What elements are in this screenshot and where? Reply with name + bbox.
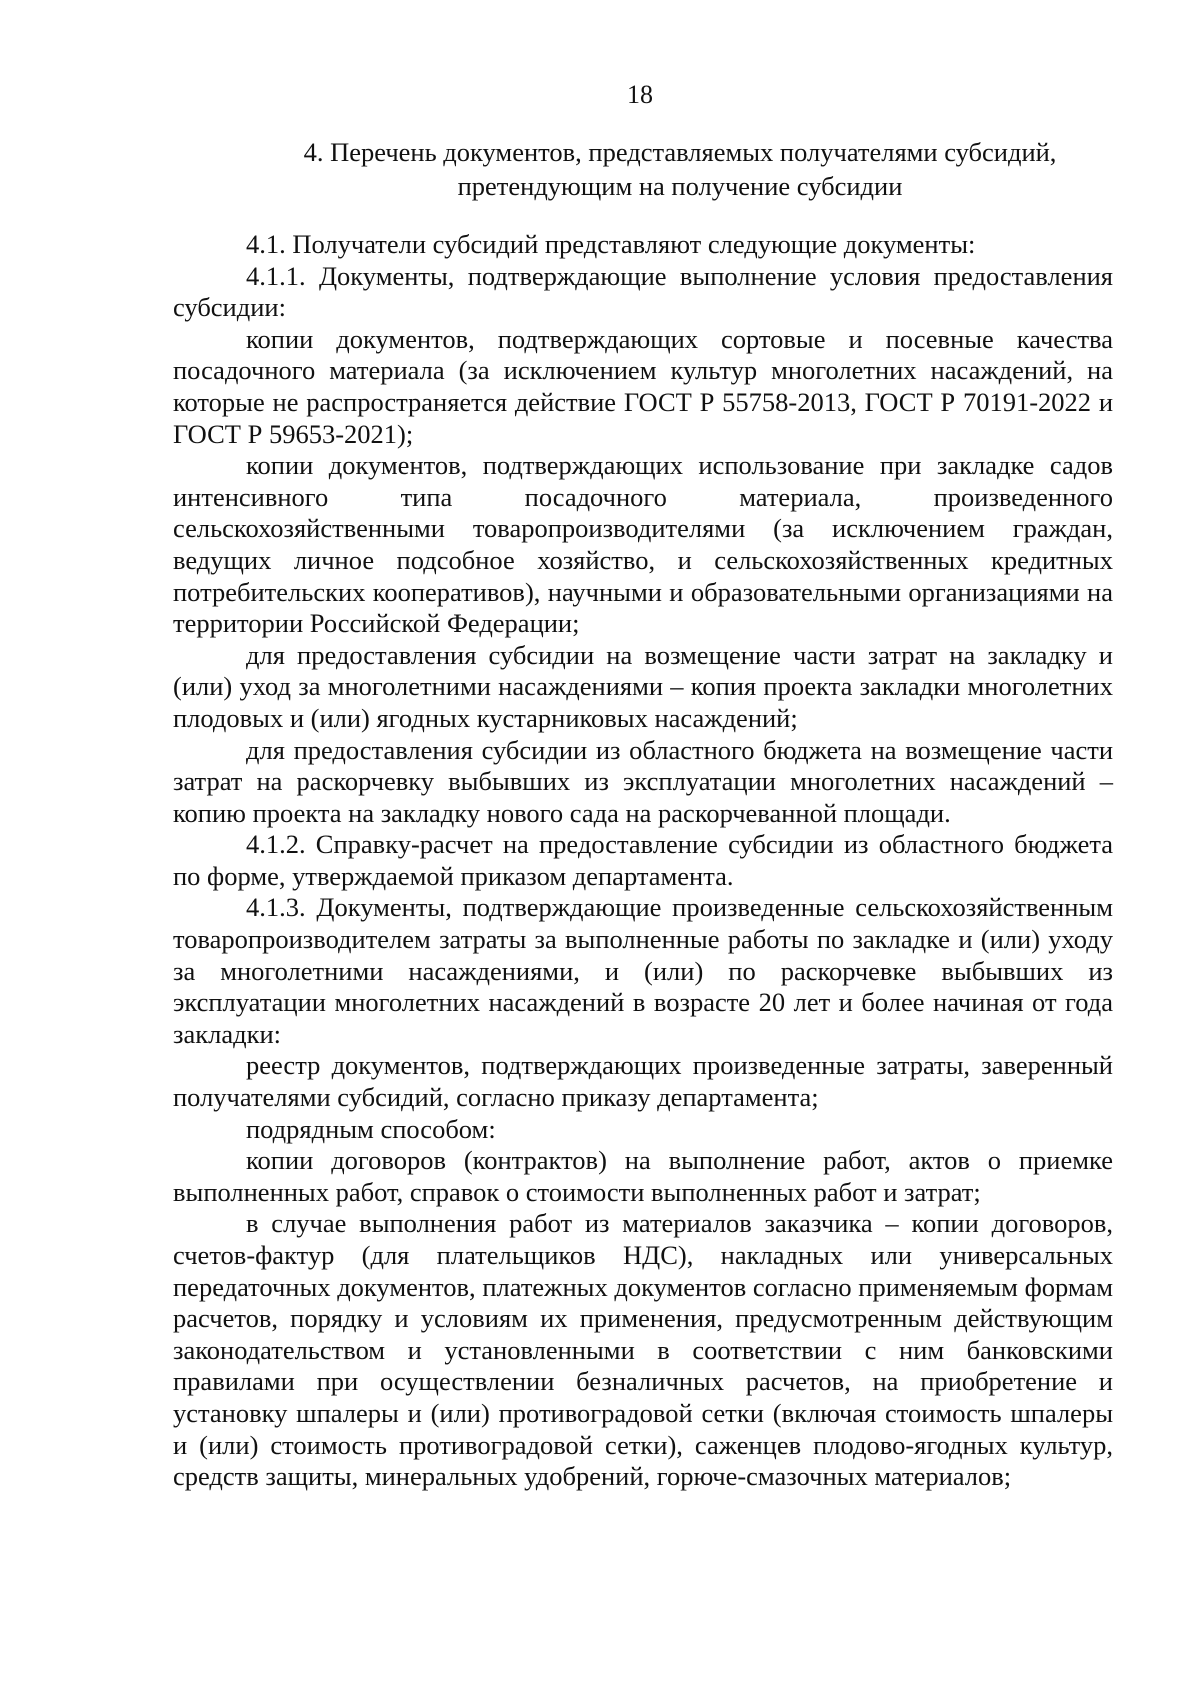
section-heading-line-2: претендующим на получение субсидии [457, 171, 903, 201]
page-number: 18 [627, 80, 653, 109]
paragraph: копии документов, подтверждающих сортовые и посевные качества посадочного материала (за исключением культур многолетних насаждений, на которые не распространяется действие ГОСТ Р 55758-2013, ГОСТ Р 70191-2022 и ГОСТ Р 59653-2021); [173, 323, 1113, 449]
section-heading-line-1: 4. Перечень документов, представляемых получателями субсидий, [303, 137, 1057, 167]
document-body [173, 229, 1113, 1493]
paragraph: в случае выполнения работ из материалов заказчика – копии договоров, счетов-фактур (для плательщиков НДС), накладных или универсальных передаточных документов, платежных документов согласно применяемым формам расчетов, порядку и условиям их применения, предусмотренным действующим законодательством и установленными в соответствии с ним банковскими правилами при осуществлении безналичных расчетов, на приобретение и установку шпалеры и (или) противоградовой сетки (включая стоимость шпалеры и (или) стоимость противоградовой сетки), саженцев плодово-ягодных культур, средств защиты, минеральных удобрений, горюче-смазочных материалов; [173, 1208, 1113, 1492]
paragraph: копии договоров (контрактов) на выполнение работ, актов о приемке выполненных работ, справок о стоимости выполненных работ и затрат; [173, 1145, 1113, 1207]
paragraph: 4.1.3. Документы, подтверждающие произведенные сельскохозяйственным товаропроизводителем затраты за выполненные работы по закладке и (или) уходу за многолетними насаждениями, и (или) по раскорчевке выбывших из эксплуатации многолетних насаждений в возрасте 20 лет и более начиная от года закладки: [173, 892, 1113, 1049]
paragraph: для предоставления субсидии из областного бюджета на возмещение части затрат на раскорчевку выбывших из эксплуатации многолетних насаждений – копию проекта на закладку нового сада на раскорчеванной площади. [173, 734, 1113, 828]
paragraph: подрядным способом: [246, 1113, 496, 1144]
section-heading [230, 135, 1130, 203]
paragraph: для предоставления субсидии на возмещение части затрат на закладку и (или) уход за многолетними насаждениями – копия проекта закладки многолетних плодовых и (или) ягодных кустарниковых насаждений; [173, 639, 1113, 733]
paragraph: 4.1. Получатели субсидий представляют следующие документы: [246, 229, 976, 259]
paragraph: 4.1.2. Справку-расчет на предоставление субсидии из областного бюджета по форме, утверждаемой приказом департамента. [173, 829, 1113, 891]
paragraph: 4.1.1. Документы, подтверждающие выполнение условия предоставления субсидии: [173, 260, 1113, 323]
paragraph: реестр документов, подтверждающих произведенные затраты, заверенный получателями субсидий, согласно приказу департамента; [173, 1050, 1113, 1113]
paragraph: копии документов, подтверждающих использование при закладке садов интенсивного типа посадочного материала, произведенного сельскохозяйственными товаропроизводителями (за исключением граждан, ведущих личное подсобное хозяйство, и сельскохозяйственных кредитных потребительских кооперативов), научными и образовательными организациями на территории Российской Федерации; [173, 450, 1113, 639]
